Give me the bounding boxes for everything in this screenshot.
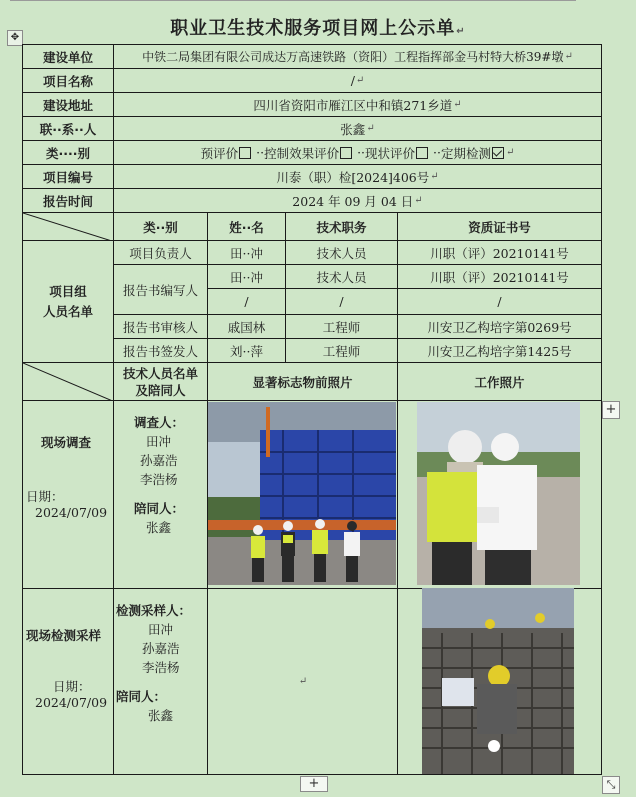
cert-project-lead: 川职（评）20210141号 [397, 240, 602, 265]
sampling-date: 2024/07/09 [35, 695, 108, 710]
diagonal-photo-header [22, 362, 114, 401]
resize-table-icon[interactable]: ⤡ [602, 776, 620, 794]
landmark-team-photo [208, 402, 396, 585]
label-construction-unit: 建设单位 [22, 44, 114, 69]
sampling-label: 现场检测采样 [26, 628, 102, 643]
sampler-name: 孙嘉浩 [142, 641, 180, 656]
sampling-landmark-cell: ↵ [207, 588, 398, 775]
sampling-staff-cell [113, 588, 208, 775]
survey-staff-cell [113, 400, 208, 589]
header-name: 姓··名 [207, 212, 286, 241]
title-issuer: 工程师 [285, 338, 398, 363]
label-project-name: 项目名称 [22, 68, 114, 93]
companion-name: 张鑫 [146, 520, 172, 535]
name-reviewer: 戚国林 [207, 314, 286, 339]
header-work-photo: 工作照片 [397, 362, 602, 401]
role-issuer: 报告书签发人 [113, 338, 208, 363]
category-option-periodic-detection[interactable]: 定期检测 [441, 144, 505, 162]
role-project-lead: 项目负责人 [113, 240, 208, 265]
value-project-number: 川泰（职）检[2024]406号 ↵ [113, 164, 602, 189]
investigator-name: 李浩杨 [140, 472, 178, 487]
role-reviewer: 报告书审核人 [113, 314, 208, 339]
header-category: 类··别 [113, 212, 208, 241]
label-report-time: 报告时间 [22, 188, 114, 213]
investigator-name: 田冲 [146, 434, 172, 449]
value-category: 预评价 ·· 控制效果评价 ·· 现状评价 ·· 定期检测 ↵ [113, 140, 602, 165]
survey-date: 2024/07/09 [35, 505, 108, 520]
sampler-name: 田冲 [148, 622, 174, 637]
diagonal-header-cell [22, 212, 114, 241]
name-report-writer: 田··冲 [207, 264, 286, 289]
checkbox-icon[interactable] [340, 147, 352, 159]
project-group-label: 项目组 人员名单 [22, 240, 114, 363]
investigator-name: 孙嘉浩 [140, 453, 178, 468]
companion-name: 张鑫 [148, 708, 174, 723]
sampling-date-label: 日期： [53, 679, 91, 694]
value-report-time: 2024 年 09 月 04 日 ↵ [113, 188, 602, 213]
name-issuer: 刘··萍 [207, 338, 286, 363]
label-address: 建设地址 [22, 92, 114, 117]
sampler-name: 李浩杨 [142, 660, 180, 675]
category-option-control-effect[interactable]: 控制效果评价 [264, 144, 353, 162]
label-contact: 联··系··人 [22, 116, 114, 141]
header-title: 技术职务 [285, 212, 398, 241]
header-landmark-photo: 显著标志物前照片 [207, 362, 398, 401]
header-tech-staff: 技术人员名单 及陪同人 [113, 362, 208, 401]
name-empty: / [207, 288, 286, 315]
role-report-writer: 报告书编写人 [113, 264, 208, 315]
label-project-number: 项目编号 [22, 164, 114, 189]
value-contact: 张鑫 ↵ [113, 116, 602, 141]
companion-label: 陪同人： [116, 689, 167, 704]
survey-label-cell [22, 400, 114, 589]
header-cert: 资质证书号 [397, 212, 602, 241]
add-row-icon[interactable]: + [300, 776, 328, 792]
companion-label: 陪同人： [134, 501, 185, 516]
value-construction-unit: 中铁二局集团有限公司成达万高速铁路（资阳）工程指挥部金马村特大桥39#墩 ↵ [113, 44, 602, 69]
sampling-label-cell [22, 588, 114, 775]
category-option-status-evaluation[interactable]: 现状评价 [365, 144, 429, 162]
diagonal-line [23, 213, 114, 241]
cert-reviewer: 川安卫乙构培字第0269号 [397, 314, 602, 339]
checked-checkbox-icon[interactable] [492, 147, 504, 159]
checkbox-icon[interactable] [416, 147, 428, 159]
page-top-edge [10, 0, 576, 1]
work-welding-photo [422, 588, 574, 774]
title-empty: / [285, 288, 398, 315]
title-reviewer: 工程师 [285, 314, 398, 339]
value-address: 四川省资阳市雁江区中和镇271乡道 ↵ [113, 92, 602, 117]
work-inspection-photo [417, 402, 580, 585]
cert-issuer: 川安卫乙构培字第1425号 [397, 338, 602, 363]
diagonal-line [23, 363, 114, 401]
investigator-label: 调查人： [134, 415, 185, 430]
title-report-writer: 技术人员 [285, 264, 398, 289]
document-title: 职业卫生技术服务项目网上公示单↵ [170, 18, 466, 39]
category-option-pre-evaluation[interactable]: 预评价 [201, 144, 253, 162]
add-column-icon[interactable]: + [602, 401, 620, 419]
value-project-name: / ↵ [113, 68, 602, 93]
table-move-handle-icon[interactable]: ✥ [7, 30, 23, 46]
name-project-lead: 田··冲 [207, 240, 286, 265]
checkbox-icon[interactable] [239, 147, 251, 159]
survey-label: 现场调查 [41, 435, 92, 450]
sampler-label: 检测采样人： [116, 603, 192, 618]
label-category: 类····别 [22, 140, 114, 165]
title-project-lead: 技术人员 [285, 240, 398, 265]
cert-report-writer: 川职（评）20210141号 [397, 264, 602, 289]
survey-date-label: 日期： [26, 489, 64, 504]
cert-empty: / [397, 288, 602, 315]
